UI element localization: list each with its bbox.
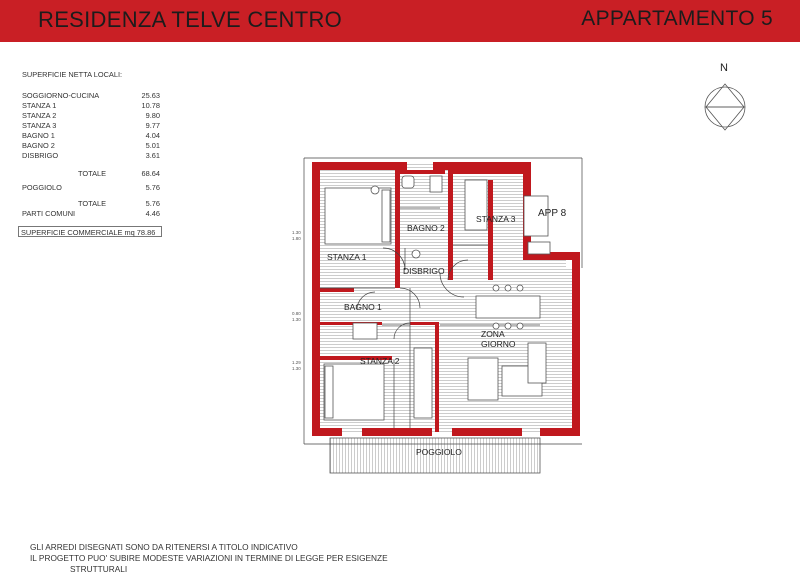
area-row-name: STANZA 3 xyxy=(22,121,57,130)
room-label-giorno: GIORNO xyxy=(481,339,516,349)
area-row-value: 5.76 xyxy=(145,183,160,192)
area-row xyxy=(22,91,168,101)
room-label-stanza1: STANZA 1 xyxy=(327,252,367,262)
room-label-poggiolo: POGGIOLO xyxy=(416,447,462,457)
area-row-name: DISBRIGO xyxy=(22,151,59,160)
dim-text: 0.80 xyxy=(292,311,301,316)
area-row xyxy=(22,209,168,219)
note-line: STRUTTURALI xyxy=(70,564,128,574)
area-row-value: 10.78 xyxy=(141,101,160,110)
area-total-value: 68.64 xyxy=(141,169,160,178)
area-row-name: BAGNO 2 xyxy=(22,141,55,150)
area-row-name: POGGIOLO xyxy=(22,183,62,192)
area-row-name: PARTI COMUNI xyxy=(22,209,76,218)
area-row-value: 3.61 xyxy=(145,151,160,160)
apartment-title: APPARTAMENTO 5 xyxy=(581,7,773,30)
header-bar xyxy=(0,0,800,42)
area-total-row xyxy=(22,199,168,209)
area-row-value: 4.04 xyxy=(145,131,160,140)
compass-icon xyxy=(695,62,755,132)
area-row-name: STANZA 2 xyxy=(22,111,57,120)
dim-text: 1.29 xyxy=(292,360,301,365)
room-label-bagno2: BAGNO 2 xyxy=(407,223,445,233)
area-row-name: SOGGIORNO-CUCINA xyxy=(22,91,100,100)
area-row-value: 5.01 xyxy=(145,141,160,150)
dim-text: 1.30 xyxy=(292,317,301,322)
area-row xyxy=(22,141,168,151)
room-label-zona: ZONA xyxy=(481,329,505,339)
note-line: IL PROGETTO PUO' SUBIRE MODESTE VARIAZIONI IN TERMINE DI LEGGE PER ESIGENZE xyxy=(30,553,388,563)
note-line: GLI ARREDI DISEGNATI SONO DA RITENERSI A TITOLO INDICATIVO xyxy=(30,542,298,552)
room-label-stanza2: STANZA 2 xyxy=(360,356,400,366)
floor-plan xyxy=(290,148,590,478)
area-row-value: 25.63 xyxy=(141,91,160,100)
area-total-row xyxy=(22,169,168,179)
north-compass xyxy=(695,62,755,132)
area-row-value: 9.77 xyxy=(145,121,160,130)
room-label-app8: APP 8 xyxy=(538,208,567,219)
disclaimer-notes xyxy=(30,542,388,575)
project-title: RESIDENZA TELVE CENTRO xyxy=(38,7,343,32)
dim-text: 1.30 xyxy=(292,230,301,235)
north-label: N xyxy=(720,62,728,74)
area-table-heading: SUPERFICIE NETTA LOCALI: xyxy=(22,70,123,79)
area-row xyxy=(22,101,168,111)
area-row-name: BAGNO 1 xyxy=(22,131,55,140)
commercial-surface-box: SUPERFICIE COMMERCIALE mq 78.86 xyxy=(18,226,162,237)
dim-text: 1.30 xyxy=(292,366,301,371)
area-total-label: TOTALE xyxy=(78,199,107,208)
area-row xyxy=(22,183,168,193)
area-row xyxy=(22,131,168,141)
room-label-bagno1: BAGNO 1 xyxy=(344,302,382,312)
area-total-value: 5.76 xyxy=(145,199,160,208)
area-row xyxy=(22,111,168,121)
room-label-stanza3: STANZA 3 xyxy=(476,214,516,224)
area-row-name: STANZA 1 xyxy=(22,101,57,110)
area-row-value: 4.46 xyxy=(145,209,160,218)
room-label-disbrigo: DISBRIGO xyxy=(403,266,445,276)
area-row xyxy=(22,151,168,161)
dim-text: 1.80 xyxy=(292,236,301,241)
area-total-label: TOTALE xyxy=(78,169,107,178)
area-row xyxy=(22,121,168,131)
area-row-value: 9.80 xyxy=(145,111,160,120)
